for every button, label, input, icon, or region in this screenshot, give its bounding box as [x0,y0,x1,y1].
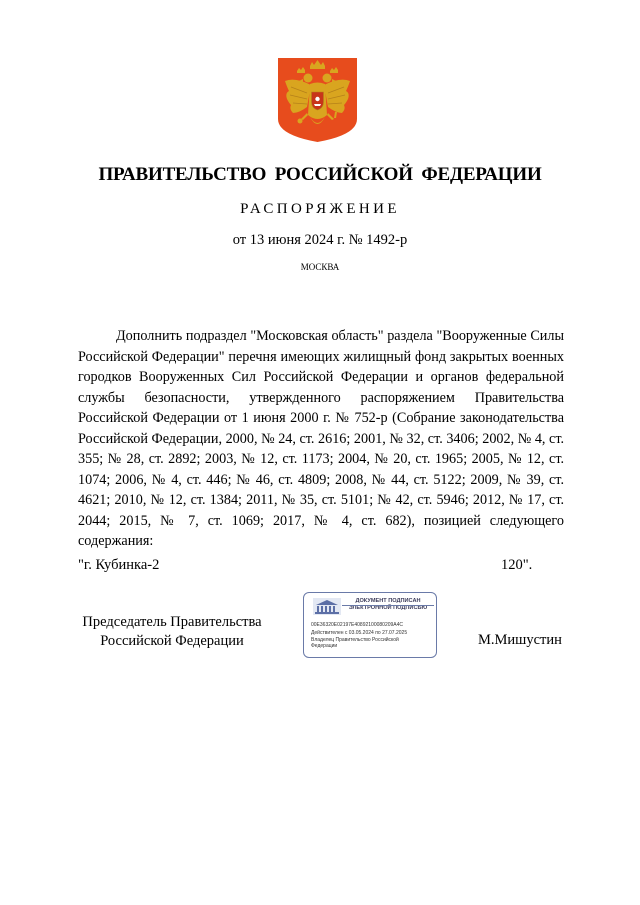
organization-title: ПРАВИТЕЛЬСТВО РОССИЙСКОЙ ФЕДЕРАЦИИ [98,164,542,185]
stamp-owner-line1: Владелец Правительство Российской [311,637,399,643]
document-date-number: от 13 июня 2024 г. № 1492-р [232,232,408,248]
russian-coat-of-arms-icon [277,57,358,143]
signer-title-line2: Российской Федерации [100,633,244,649]
signer-name: М.Мишустин [478,632,562,648]
government-building-icon [313,598,341,615]
stamp-divider [342,605,434,606]
electronic-signature-stamp [303,592,437,658]
signer-title [78,613,266,651]
position-name: "г. Кубинка-2 [78,557,160,573]
stamp-title-line2: ЭЛЕКТРОННОЙ ПОДПИСЬЮ [348,605,428,611]
stamp-validity: Действителен с 03.05.2024 по 27.07.2025 [311,630,408,636]
coat-of-arms-emblem [277,57,358,143]
document-city: МОСКВА [300,262,340,272]
position-value: 120". [501,557,533,573]
order-paragraph: Дополнить подраздел "Московская область" раздела "Вооруженные Силы Российской Федерации" перечня имеющих жилищный фонд закрытых военных городков Вооруженных Сил Российской Федерации и органов федеральной службы безопасности, утвержденного распоряжением Правительства Российской Федерации от 1 июня 2000 г. № 752-р (Собрание законодательства Российской Федерации, 2000, № 24, ст. 2616; 2001, № 32, ст. 3406; 2002, № 4, ст. 355; № 28, ст. 2892; 2003, № 12, ст. 1173; 2004, № 20, ст. 1965; 2005, № 12, ст. 1074; 2006, № 4, ст. 446; № 46, ст. 4809; 2008, № 44, ст. 5122; 2009, № 39, ст. 4621; 2010, № 12, ст. 1384; 2011, № 35, ст. 5101; № 42, ст. 5946; 2012, № 17, ст. 2044; 2015, № 7, ст. 1069; 2017, № 4, ст. 682), позицией следующего содержания: [78,328,564,549]
signer-title-line1: Председатель Правительства [82,614,262,630]
stamp-title-line1: ДОКУМЕНТ ПОДПИСАН [355,598,421,604]
stamp-owner-line2: Федерации [311,643,338,649]
stamp-serial: 00E36320E02197E40892100080209A4C [311,622,404,628]
document-type: РАСПОРЯЖЕНИЕ [240,201,400,217]
